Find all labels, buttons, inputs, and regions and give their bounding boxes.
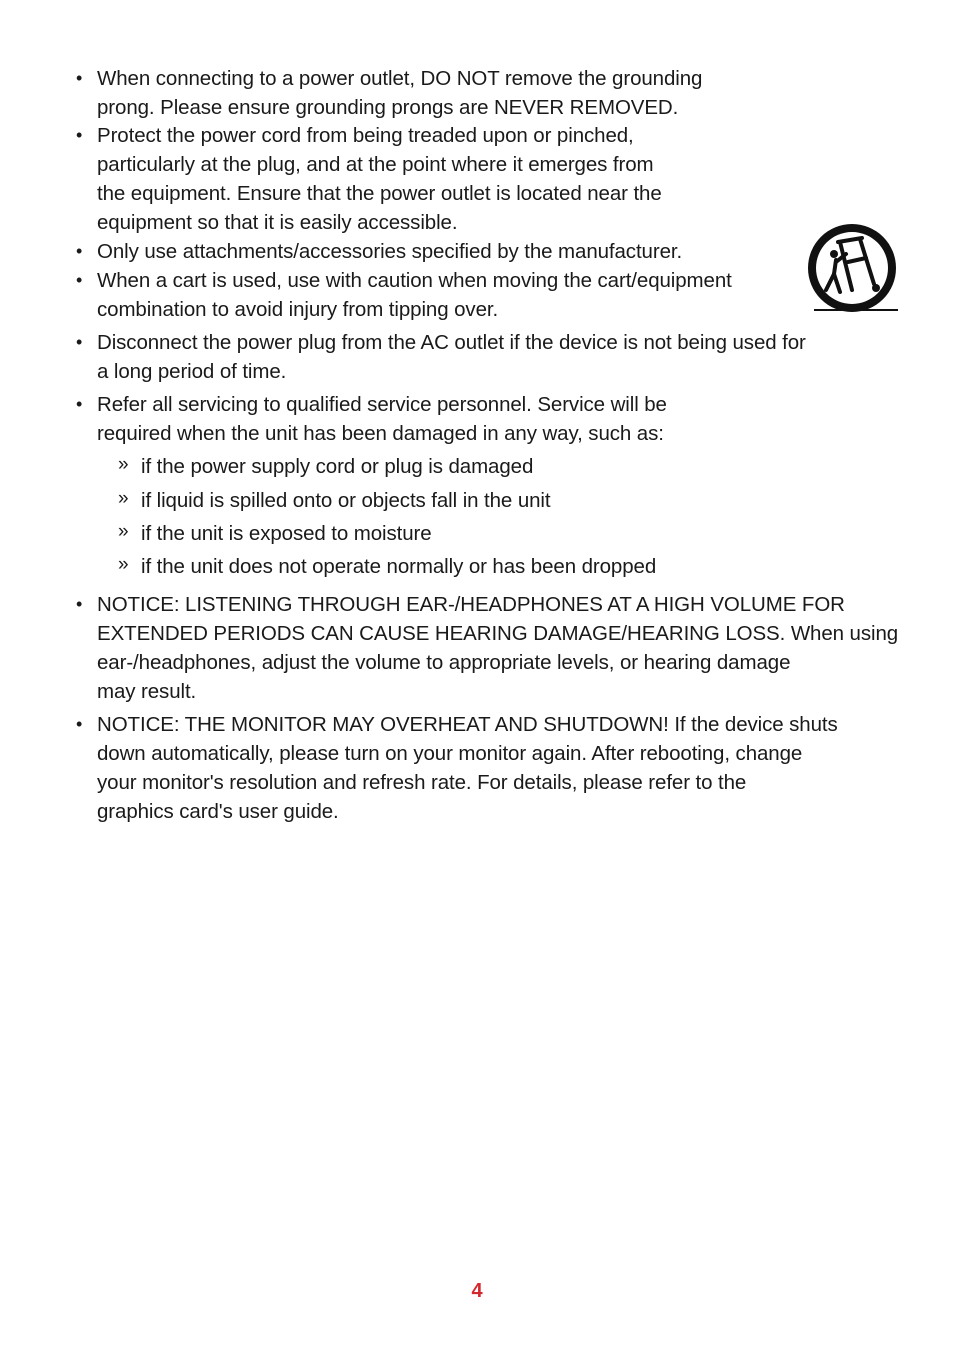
bullet: •	[76, 714, 83, 734]
item-line: graphics card's user guide.	[97, 800, 339, 823]
item-line: particularly at the plug, and at the point where it emerges from	[97, 153, 654, 176]
sub-bullet: »	[118, 488, 129, 509]
item-line: Refer all servicing to qualified service personnel. Service will be	[97, 393, 667, 416]
item-line: NOTICE: LISTENING THROUGH EAR-/HEADPHONES AT A HIGH VOLUME FOR	[97, 593, 845, 616]
item-line: combination to avoid injury from tipping over.	[97, 298, 499, 321]
servicing-sub-item	[118, 519, 432, 548]
safety-item-grounding	[76, 64, 702, 122]
item-line: ear-/headphones, adjust the volume to appropriate levels, or hearing damage	[97, 651, 791, 674]
safety-item-disconnect	[76, 328, 806, 386]
sub-item-text: if the unit is exposed to moisture	[141, 522, 432, 545]
item-line: Protect the power cord from being treaded upon or pinched,	[97, 124, 634, 147]
sub-item-text: if the power supply cord or plug is damaged	[141, 455, 534, 478]
safety-item-attachments	[76, 237, 682, 266]
cart-tip-over-warning-icon	[804, 224, 900, 314]
item-line: equipment so that it is easily accessible.	[97, 211, 458, 234]
bullet: •	[76, 270, 83, 290]
sub-bullet: »	[118, 554, 129, 575]
safety-item-headphones-notice	[76, 590, 898, 706]
servicing-sub-item	[118, 552, 656, 581]
bullet: •	[76, 241, 83, 261]
sub-item-text: if liquid is spilled onto or objects fall in the unit	[141, 489, 551, 512]
item-line: EXTENDED PERIODS CAN CAUSE HEARING DAMAGE/HEARING LOSS. When using	[97, 622, 899, 645]
safety-item-power-cord	[76, 121, 662, 237]
item-line: your monitor's resolution and refresh rate. For details, please refer to the	[97, 771, 747, 794]
sub-bullet: »	[118, 454, 129, 475]
item-line: prong. Please ensure grounding prongs are NEVER REMOVED.	[97, 96, 679, 119]
safety-item-servicing	[76, 390, 667, 448]
bullet: •	[76, 68, 83, 88]
item-line: When connecting to a power outlet, DO NOT remove the grounding	[97, 67, 703, 90]
item-line: NOTICE: THE MONITOR MAY OVERHEAT AND SHUTDOWN! If the device shuts	[97, 713, 838, 736]
safety-item-cart	[76, 266, 732, 324]
bullet: •	[76, 125, 83, 145]
item-line: Disconnect the power plug from the AC outlet if the device is not being used for	[97, 331, 806, 354]
sub-item-text: if the unit does not operate normally or has been dropped	[141, 555, 657, 578]
bullet: •	[76, 594, 83, 614]
item-line: a long period of time.	[97, 360, 287, 383]
item-line: down automatically, please turn on your monitor again. After rebooting, change	[97, 742, 803, 765]
page-number: 4	[471, 1280, 483, 1302]
safety-item-overheat-notice	[76, 710, 838, 826]
item-line: required when the unit has been damaged in any way, such as:	[97, 422, 664, 445]
item-line: may result.	[97, 680, 197, 703]
bullet: •	[76, 394, 83, 414]
item-line: Only use attachments/accessories specified by the manufacturer.	[97, 240, 683, 263]
servicing-sub-item	[118, 452, 533, 481]
servicing-sub-item	[118, 486, 551, 515]
sub-bullet: »	[118, 521, 129, 542]
item-line: the equipment. Ensure that the power outlet is located near the	[97, 182, 662, 205]
item-line: When a cart is used, use with caution when moving the cart/equipment	[97, 269, 732, 292]
bullet: •	[76, 332, 83, 352]
